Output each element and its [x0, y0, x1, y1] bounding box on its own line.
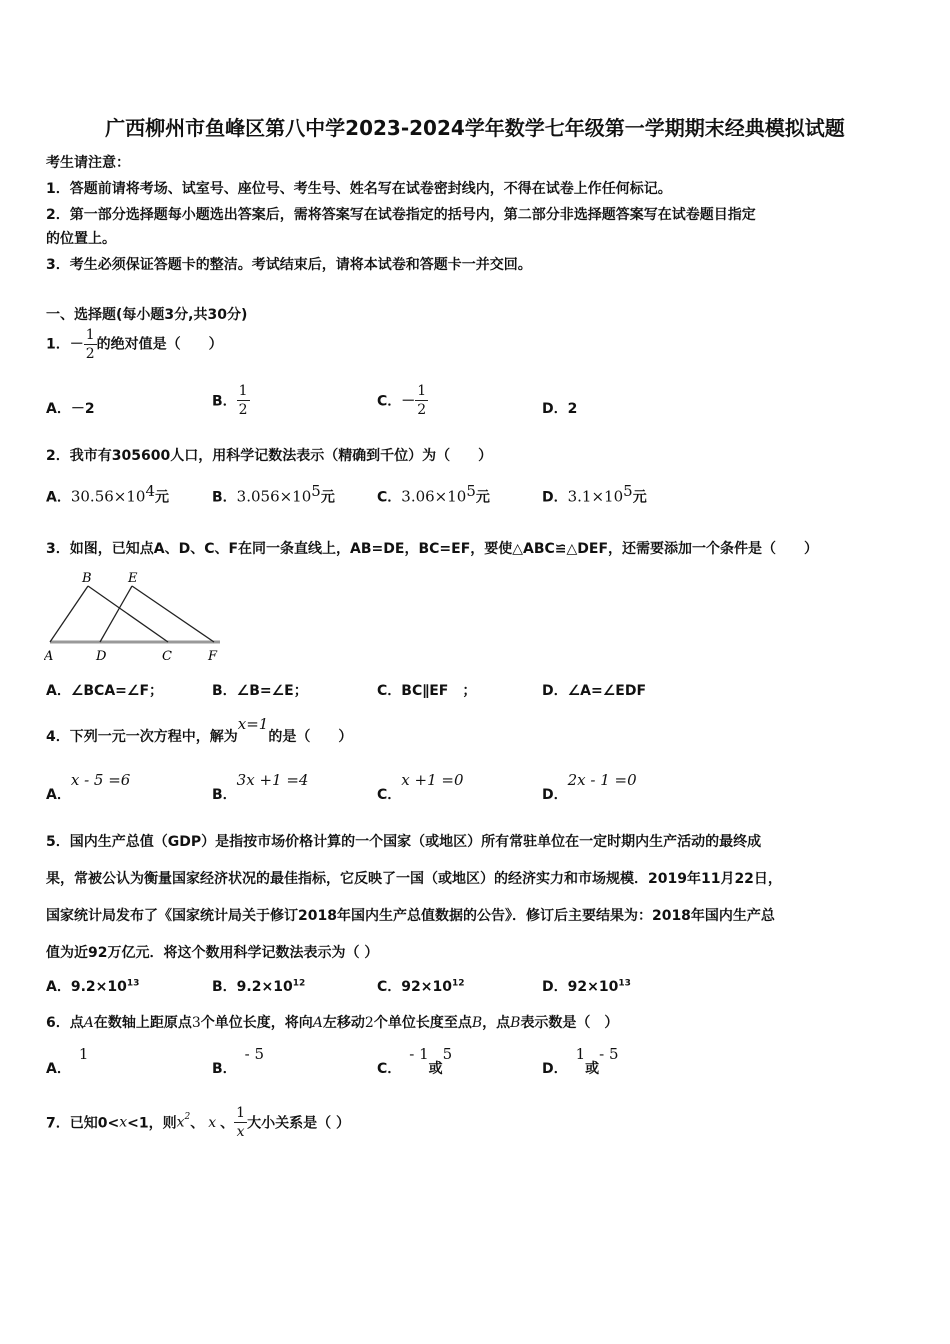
q6-option-d: D．1或- 5 [542, 1045, 619, 1077]
q2-option-d: D．$3.1\times 10^5$元 [542, 482, 647, 506]
section-heading: 一、选择题(每小题3分,共30分) [46, 307, 248, 323]
q1-prefix: 1．－ [46, 336, 84, 353]
q5-option-a: A．$9.2\times 10^{13}$ [46, 978, 140, 995]
question-3: 3．如图，已知点A、D、C、F在同一条直线上，AB=DE，BC=EF，要使△ABC≌△DEF，还需要添加一个条件是（ ） [46, 541, 819, 557]
q5-line: 国家统计局发布了《国家统计局关于修订2018年国内生产总值数据的公告》．修订后主要结果为：2018年国内生产总 [46, 908, 775, 924]
label-F: F [208, 649, 218, 664]
q6-option-a: A．1 [46, 1045, 89, 1077]
q3-option-a: A．∠BCA=∠F； [46, 683, 164, 699]
q5-line: 值为近92万亿元．将这个数用科学记数法表示为（ ） [46, 945, 379, 961]
question-4: 4．下列一元一次方程中，解为x=1的是（ ） [46, 715, 353, 745]
q5-line: 果，常被公认为衡量国家经济状况的最佳指标，它反映了一国（或地区）的经济实力和市场规模．2019年11月22日， [46, 871, 782, 887]
q1-suffix: 的绝对值是（ ） [96, 336, 223, 353]
q1-option-a: A．－2 [46, 401, 95, 417]
notice-heading: 考生请注意： [46, 155, 130, 171]
q7-fraction: $\frac{1}{x}$ [236, 1105, 246, 1140]
q2-option-a: A．$30.56\times 10^4$元 [46, 482, 169, 506]
question-2: 2．我市有305600人口，用科学记数法表示（精确到千位）为（ ） [46, 448, 493, 464]
q2-option-c: C．$3.06\times 10^5$元 [377, 482, 490, 506]
notice-item: 的位置上。 [46, 231, 116, 247]
q6-option-b: B．- 5 [212, 1045, 265, 1077]
page-title: 广西柳州市鱼峰区第八中学2023-2024学年数学七年级第一学期期末经典模拟试题 [105, 116, 845, 140]
q5-line: 5．国内生产总值（GDP）是指按市场价格计算的一个国家（或地区）所有常驻单位在一定时期内生产活动的最终成 [46, 834, 762, 850]
question-1 [46, 326, 223, 363]
q1-option-d: D．2 [542, 401, 578, 417]
q3-option-d: D．∠A=∠EDF [542, 683, 647, 699]
notice-item: 3．考生必须保证答题卡的整洁。考试结束后，请将本试卷和答题卡一并交回。 [46, 257, 532, 273]
q1-option-c: C．－ $\frac{1}{2}$ [377, 383, 427, 418]
q3-option-c: C．BC∥EF ； [377, 683, 477, 699]
q1-fraction: $\frac{1}{2}$ [85, 327, 95, 362]
q6-option-c: C．- 1或5 [377, 1045, 453, 1077]
label-B: B [82, 571, 92, 586]
q4-option-a: A．x - 5 =6 [46, 771, 131, 803]
q3-option-b: B．∠B=∠E； [212, 683, 308, 699]
notice-item: 1．答题前请将考场、试室号、座位号、考生号、姓名写在试卷密封线内，不得在试卷上作任何标记。 [46, 181, 672, 197]
label-C: C [162, 649, 172, 664]
question-7: 7．已知0<x<1，则$x^2$、 x 、 $\frac{1}{x}$ 大小关系是（ ） [46, 1105, 350, 1140]
q5-option-c: C．$92\times 10^{12}$ [377, 978, 465, 995]
label-A: A [44, 649, 54, 664]
q4-option-c: C．x +1 =0 [377, 771, 464, 803]
q1-option-b: B． $\frac{1}{2}$ [212, 383, 248, 418]
label-D: D [96, 649, 107, 664]
question-6: 6．点A在数轴上距原点3个单位长度，将向A左移动2个单位长度至点B，点B表示数是（ ） [46, 1015, 619, 1031]
q5-option-d: D．$92\times 10^{13}$ [542, 978, 631, 995]
q2-option-b: B．$3.056\times 10^5$元 [212, 482, 335, 506]
notice-item: 2．第一部分选择题每小题选出答案后，需将答案写在试卷指定的括号内，第二部分非选择题答案写在试卷题目指定 [46, 207, 756, 223]
q4-option-b: B．3x +1 =4 [212, 771, 309, 803]
q4-option-d: D．2x - 1 =0 [542, 771, 637, 803]
q5-option-b: B．$9.2\times 10^{12}$ [212, 978, 306, 995]
triangle-figure [44, 568, 224, 666]
q4-condition: x=1 [237, 715, 269, 733]
label-E: E [128, 571, 138, 586]
